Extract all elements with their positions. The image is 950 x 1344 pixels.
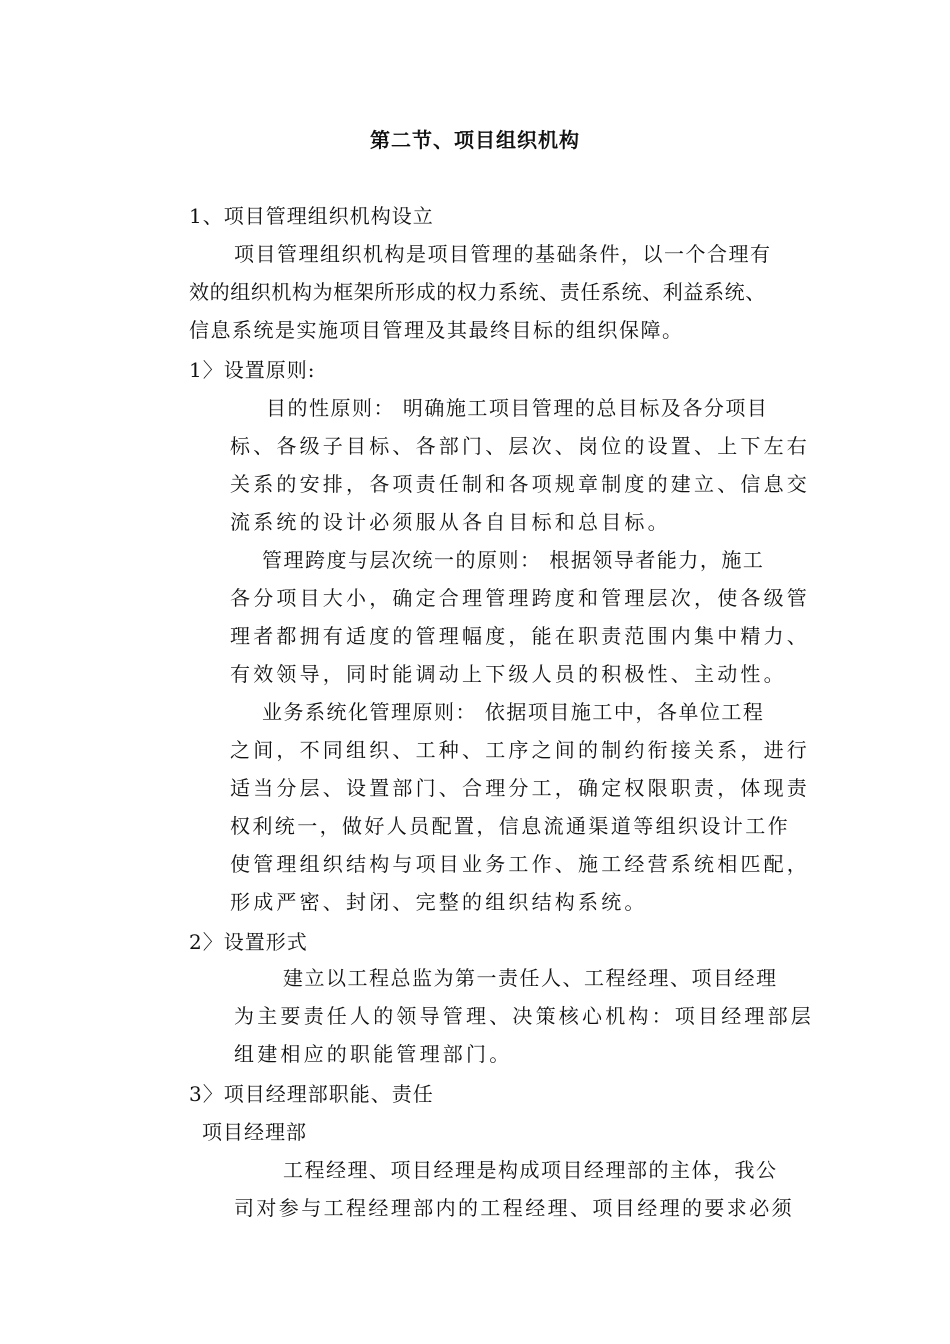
paragraph-line: 关系的安排，各项责任制和各项规章制度的建立、信息交 [230, 472, 810, 496]
section-heading-org-setup: 1、项目管理组织机构设立 [189, 204, 434, 228]
paragraph-line: 之间，不同组织、工种、工序之间的制约衔接关系，进行 [230, 738, 810, 762]
paragraph-line: 权利统一，做好人员配置，信息流通渠道等组织设计工作 [230, 814, 790, 838]
paragraph-line: 信息系统是实施项目管理及其最终目标的组织保障。 [189, 318, 684, 342]
section-heading-department: 3〉项目经理部职能、责任 [189, 1082, 434, 1106]
section-heading-form: 2〉设置形式 [189, 930, 308, 954]
paragraph-line: 有效领导，同时能调动上下级人员的积极性、主动性。 [230, 662, 787, 686]
paragraph-line: 工程经理、项目经理是构成项目经理部的主体，我公 [283, 1158, 778, 1182]
paragraph-line: 标、各级子目标、各部门、层次、岗位的设置、上下左右 [230, 434, 810, 458]
paragraph-line: 业务系统化管理原则： 依据项目施工中，各单位工程 [262, 700, 765, 724]
paragraph-line: 司对参与工程经理部内的工程经理、项目经理的要求必须 [234, 1196, 794, 1220]
paragraph-line: 为主要责任人的领导管理、决策核心机构：项目经理部层 [234, 1004, 814, 1028]
paragraph-line: 组建相应的职能管理部门。 [234, 1042, 513, 1066]
paragraph-line: 适当分层、设置部门、合理分工，确定权限职责，体现责 [230, 776, 810, 800]
page-title: 第二节、项目组织机构 [370, 128, 580, 152]
section-heading-principles: 1〉设置原则: [189, 358, 316, 382]
paragraph-line: 使管理组织结构与项目业务工作、施工经营系统相匹配， [230, 852, 810, 876]
paragraph-line: 效的组织机构为框架所形成的权力系统、责任系统、利益系统、 [189, 280, 766, 304]
paragraph-line: 各分项目大小，确定合理管理跨度和管理层次，使各级管 [230, 586, 810, 610]
paragraph-line: 管理跨度与层次统一的原则： 根据领导者能力，施工 [262, 548, 765, 572]
sub-heading-department: 项目经理部 [202, 1120, 307, 1144]
paragraph-line: 流系统的设计必须服从各自目标和总目标。 [230, 510, 671, 534]
paragraph-line: 理者都拥有适度的管理幅度，能在职责范围内集中精力、 [230, 624, 810, 648]
paragraph-line: 建立以工程总监为第一责任人、工程经理、项目经理 [283, 966, 778, 990]
paragraph-line: 目的性原则： 明确施工项目管理的总目标及各分项目 [266, 396, 769, 420]
paragraph-line: 项目管理组织机构是项目管理的基础条件，以一个合理有 [234, 242, 772, 266]
paragraph-line: 形成严密、封闭、完整的组织结构系统。 [230, 890, 648, 914]
